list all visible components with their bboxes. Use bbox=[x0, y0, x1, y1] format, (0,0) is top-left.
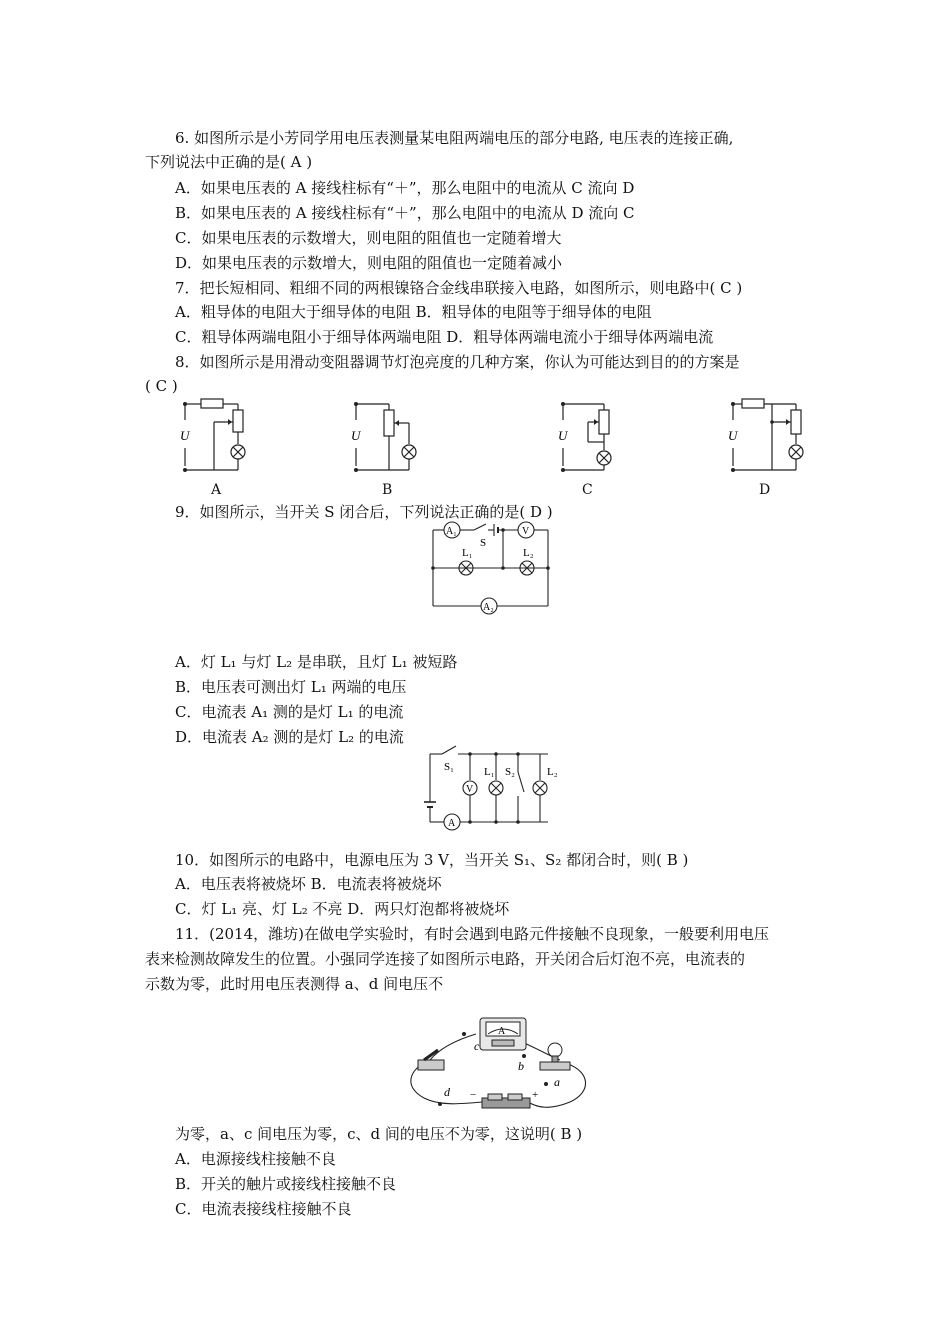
q11-circuit-photo bbox=[400, 998, 596, 1116]
u-label: U bbox=[351, 428, 361, 443]
q11-option-b: B．开关的触片或接线柱接触不良 bbox=[175, 1175, 397, 1193]
q9-option-d: D．电流表 A₂ 测的是灯 L₂ 的电流 bbox=[175, 728, 404, 746]
q10-options-cd: C．灯 L₁ 亮、灯 L₂ 不亮 D．两只灯泡都将被烧坏 bbox=[175, 900, 510, 918]
q6-stem-line1: 6. 如图所示是小芳同学用电压表测量某电阻两端电压的部分电路, 电压表的连接正确, bbox=[175, 129, 734, 147]
ammeter-label: A bbox=[448, 818, 456, 829]
q11-option-c: C．电流表接线柱接触不良 bbox=[175, 1200, 352, 1218]
switch-s1-label: S₁ bbox=[444, 761, 454, 773]
plus-terminal: + bbox=[532, 1089, 539, 1101]
q8-stem-line1: 8．如图所示是用滑动变阻器调节灯泡亮度的几种方案，你认为可能达到目的的方案是 bbox=[175, 353, 740, 371]
q9-stem: 9．如图所示，当开关 S 闭合后，下列说法正确的是( D ) bbox=[175, 503, 553, 521]
q8-label-d: D bbox=[759, 482, 771, 498]
q6-option-d: D．如果电压表的示数增大，则电阻的阻值也一定随着减小 bbox=[175, 254, 563, 272]
lamp-l2-label: L₂ bbox=[523, 547, 534, 559]
q11-stem-line3: 示数为零，此时用电压表测得 a、d 间电压不 bbox=[145, 975, 444, 993]
q11-option-a: A．电源接线柱接触不良 bbox=[175, 1150, 336, 1168]
ammeter-label: A bbox=[498, 1026, 506, 1037]
q8-circuit-d bbox=[724, 396, 814, 476]
lamp-l1-label: L₁ bbox=[462, 547, 473, 559]
q6-option-b: B．如果电压表的 A 接线柱标有“＋”，那么电阻中的电流从 D 流向 C bbox=[175, 204, 635, 222]
q8-label-c: C bbox=[582, 482, 593, 498]
switch-s2-label: S₂ bbox=[505, 766, 515, 778]
q8-circuit-b bbox=[347, 396, 427, 476]
q9-circuit bbox=[428, 518, 552, 616]
q10-stem: 10．如图所示的电路中，电源电压为 3 V，当开关 S₁、S₂ 都闭合时，则( B ) bbox=[175, 851, 689, 869]
q10-options-ab: A．电压表将被烧坏 B．电流表将被烧坏 bbox=[175, 875, 442, 893]
u-label: U bbox=[558, 428, 568, 443]
u-label: U bbox=[728, 428, 738, 443]
q9-option-c: C．电流表 A₁ 测的是灯 L₁ 的电流 bbox=[175, 703, 404, 721]
point-d-label: d bbox=[444, 1085, 450, 1099]
lamp-l1-label: L₁ bbox=[484, 766, 495, 778]
q11-stem-line2: 表来检测故障发生的位置。小强同学连接了如图所示电路，开关闭合后灯泡不亮，电流表的 bbox=[145, 950, 746, 968]
voltmeter-label: V bbox=[466, 784, 474, 795]
q6-stem-line2: 下列说法中正确的是( A ) bbox=[145, 153, 313, 171]
point-a-label: a bbox=[554, 1075, 560, 1089]
q9-option-b: B．电压表可测出灯 L₁ 两端的电压 bbox=[175, 678, 407, 696]
u-label: U bbox=[180, 428, 190, 443]
point-c-label: c bbox=[474, 1039, 480, 1053]
ammeter-a2-label: A₂ bbox=[483, 602, 494, 613]
q8-stem-line2: ( C ) bbox=[145, 377, 178, 395]
q7-options-ab: A．粗导体的电阻大于细导体的电阻 B．粗导体的电阻等于细导体的电阻 bbox=[175, 303, 652, 321]
q6-option-c: C．如果电压表的示数增大，则电阻的阻值也一定随着增大 bbox=[175, 229, 562, 247]
minus-terminal: − bbox=[470, 1089, 477, 1101]
ammeter-a1-label: A₁ bbox=[446, 526, 457, 537]
q8-circuit-a bbox=[176, 396, 256, 476]
lamp-l2-label: L₂ bbox=[547, 766, 558, 778]
q7-stem: 7．把长短相同、粗细不同的两根镍铬合金线串联接入电路，如图所示，则电路中( C ) bbox=[175, 279, 743, 297]
q11-stem-line1: 11．(2014，潍坊)在做电学实验时，有时会遇到电路元件接触不良现象，一般要利用电压 bbox=[175, 925, 769, 943]
q11-stem-line4: 为零，a、c 间电压为零，c、d 间的电压不为零，这说明( B ) bbox=[175, 1125, 583, 1143]
q9-option-a: A．灯 L₁ 与灯 L₂ 是串联，且灯 L₁ 被短路 bbox=[175, 653, 458, 671]
q8-label-a: A bbox=[211, 482, 222, 498]
voltmeter-label: V bbox=[522, 526, 530, 537]
q7-options-cd: C．粗导体两端电阻小于细导体两端电阻 D．粗导体两端电流小于细导体两端电流 bbox=[175, 328, 714, 346]
q8-circuit-c bbox=[554, 396, 634, 476]
switch-s-label: S bbox=[480, 537, 487, 549]
q8-label-b: B bbox=[382, 482, 393, 498]
q6-option-a: A．如果电压表的 A 接线柱标有“＋”，那么电阻中的电流从 C 流向 D bbox=[175, 179, 635, 197]
point-b-label: b bbox=[518, 1059, 524, 1073]
q10-circuit bbox=[420, 742, 558, 834]
